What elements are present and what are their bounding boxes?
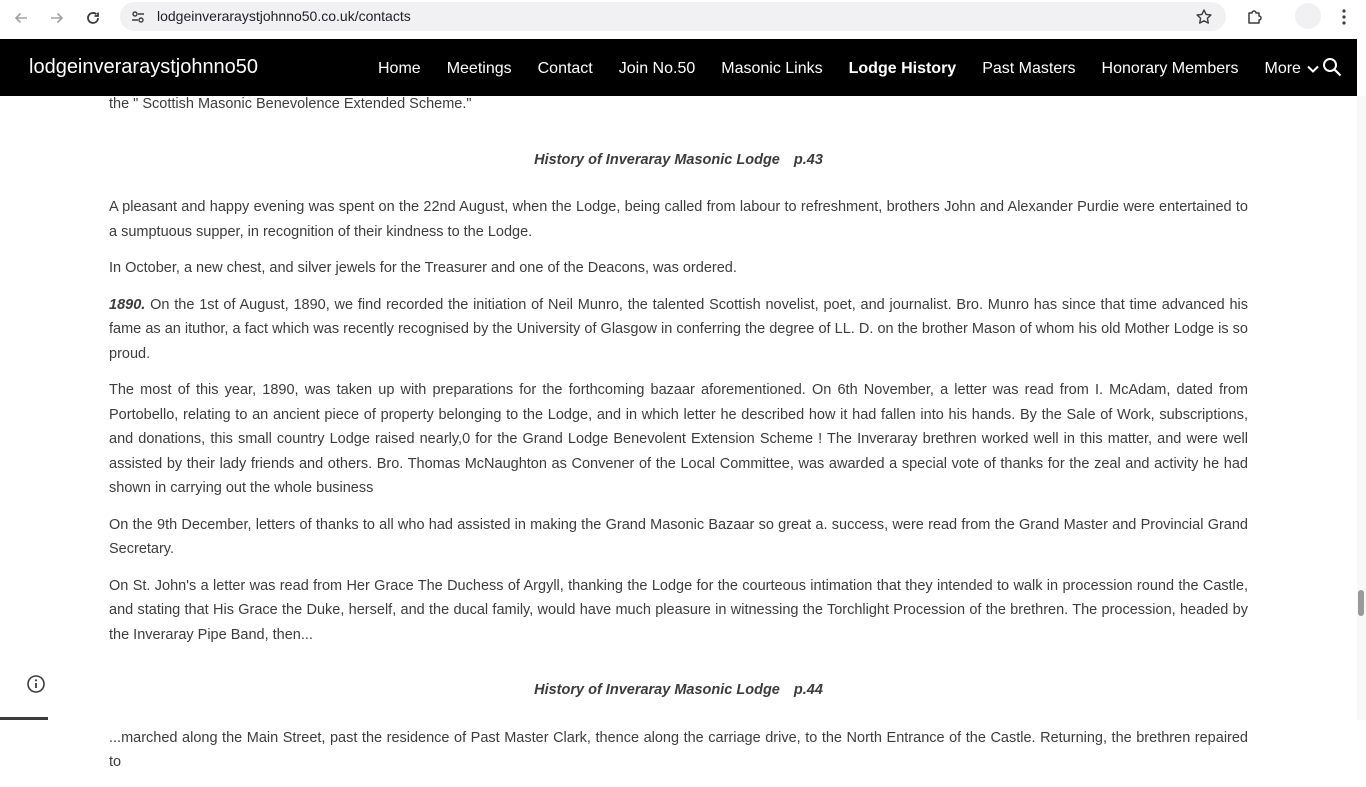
- scrollbar-thumb[interactable]: [1358, 590, 1364, 616]
- nav-item-contact[interactable]: Contact: [537, 60, 593, 77]
- chevron-down-icon: [1307, 65, 1319, 73]
- nav-item-meetings[interactable]: Meetings: [446, 60, 512, 77]
- back-button[interactable]: [8, 5, 34, 31]
- paragraph-text: On the 1st of August, 1890, we find recorded the initiation of Neil Munro, the talented Scottish novelist, poet, and journalist. Bro. Munro has since that time advanced his fame as an ituthor, a fact which was recently recognised by the University of Glasgow in conferring the degree of LL. D. on the brother Mason of whom his old Mother Lodge is so proud.: [109, 296, 1248, 362]
- paragraph: The most of this year, 1890, was taken up with preparations for the forthcoming bazaar aforementioned. On 6th November, a letter was read from I. McAdam, dated from Portobello, relating to an ancient piece of property belonging to the Lodge, and in which letter he described how it had fallen into his hands. By the Sale of Work, subscriptions, and donations, this small country Lodge raised nearly,0 for the Grand Lodge Benevolent Extension Scheme ! The Inveraray brethren worked well in this matter, and were well assisted by their lady friends and others. Bro. Thomas McNaughton as Convener of the Local Committee, was awarded a special vote of thanks for the zeal and activity he had shown in carrying out the whole business: [109, 382, 1248, 496]
- reload-icon: [85, 10, 101, 26]
- url-text: lodgeinveraraystjohnno50.co.uk/contacts: [157, 8, 411, 24]
- paragraph: In October, a new chest, and silver jewels for the Treasurer and one of the Deacons, was ordered.: [109, 260, 737, 276]
- star-icon[interactable]: [1194, 7, 1214, 27]
- paragraph: A pleasant and happy evening was spent on the 22nd August, when the Lodge, being called from labour to refreshment, brothers John and Alexander Purdie were entertained to a sumptuous supper, in recognition of their kindness to the Lodge.: [109, 199, 1248, 240]
- site-title[interactable]: lodgeinveraraystjohnno50: [29, 56, 259, 78]
- nav-more-label: More: [1264, 60, 1301, 77]
- nav-item-lodge-history[interactable]: Lodge History: [848, 60, 957, 77]
- paragraph: On the 9th December, letters of thanks to all who had assisted in making the Grand Masonic Bazaar so great a. success, were read from the Grand Master and Provincial Grand Secretary.: [109, 516, 1248, 557]
- heading-title: History of Inveraray Masonic Lodge: [534, 151, 780, 168]
- profile-avatar[interactable]: [1295, 3, 1321, 29]
- nav-item-past-masters[interactable]: Past Masters: [982, 60, 1076, 77]
- section-heading-p43: [109, 148, 1248, 173]
- paragraph: On St. John's a letter was read from Her Grace The Duchess of Argyll, thanking the Lodge for the courteous intimation that they intended to walk in procession round the Castle, and stating that His Grace the Duke, herself, and the ducal family, would have much pleasure in witnessing the Torchlight Procession of the brethren. The procession, headed by the Inveraray Pipe Band, then...: [109, 577, 1248, 643]
- forward-button[interactable]: [44, 5, 70, 31]
- arrow-left-icon: [13, 10, 29, 26]
- main-nav: [378, 58, 1345, 80]
- address-bar[interactable]: [120, 2, 1226, 31]
- site-header: [0, 39, 1357, 96]
- nav-item-honorary-members[interactable]: Honorary Members: [1101, 60, 1239, 77]
- site-info-icon[interactable]: [128, 7, 148, 27]
- page-content: [109, 92, 1248, 787]
- page-scrollbar[interactable]: [1357, 96, 1366, 720]
- intro-line: the " Scottish Masonic Benevolence Extended Scheme.": [109, 96, 472, 112]
- paragraph: [109, 293, 1248, 367]
- info-icon[interactable]: [26, 674, 46, 694]
- kebab-icon[interactable]: [1332, 5, 1356, 29]
- nav-item-more[interactable]: [1264, 60, 1318, 78]
- browser-toolbar: [0, 0, 1366, 39]
- nav-item-join[interactable]: Join No.50: [618, 60, 696, 77]
- puzzle-icon[interactable]: [1243, 5, 1267, 29]
- nav-item-home[interactable]: Home: [378, 60, 421, 77]
- year-label: 1890.: [109, 296, 146, 313]
- heading-title: History of Inveraray Masonic Lodge: [534, 682, 780, 698]
- divider: [0, 717, 48, 720]
- heading-page: p.43: [793, 151, 823, 168]
- reload-button[interactable]: [80, 5, 106, 31]
- arrow-right-icon: [49, 10, 65, 26]
- heading-page: p.44: [793, 682, 823, 698]
- paragraph: ...marched along the Main Street, past the residence of Past Master Clark, thence along the carriage drive, to the North Entrance of the Castle. Returning, the brethren repaired to: [109, 729, 1248, 770]
- section-heading-p44: [109, 678, 1248, 703]
- nav-item-masonic-links[interactable]: Masonic Links: [721, 60, 823, 77]
- search-icon[interactable]: [1321, 56, 1343, 78]
